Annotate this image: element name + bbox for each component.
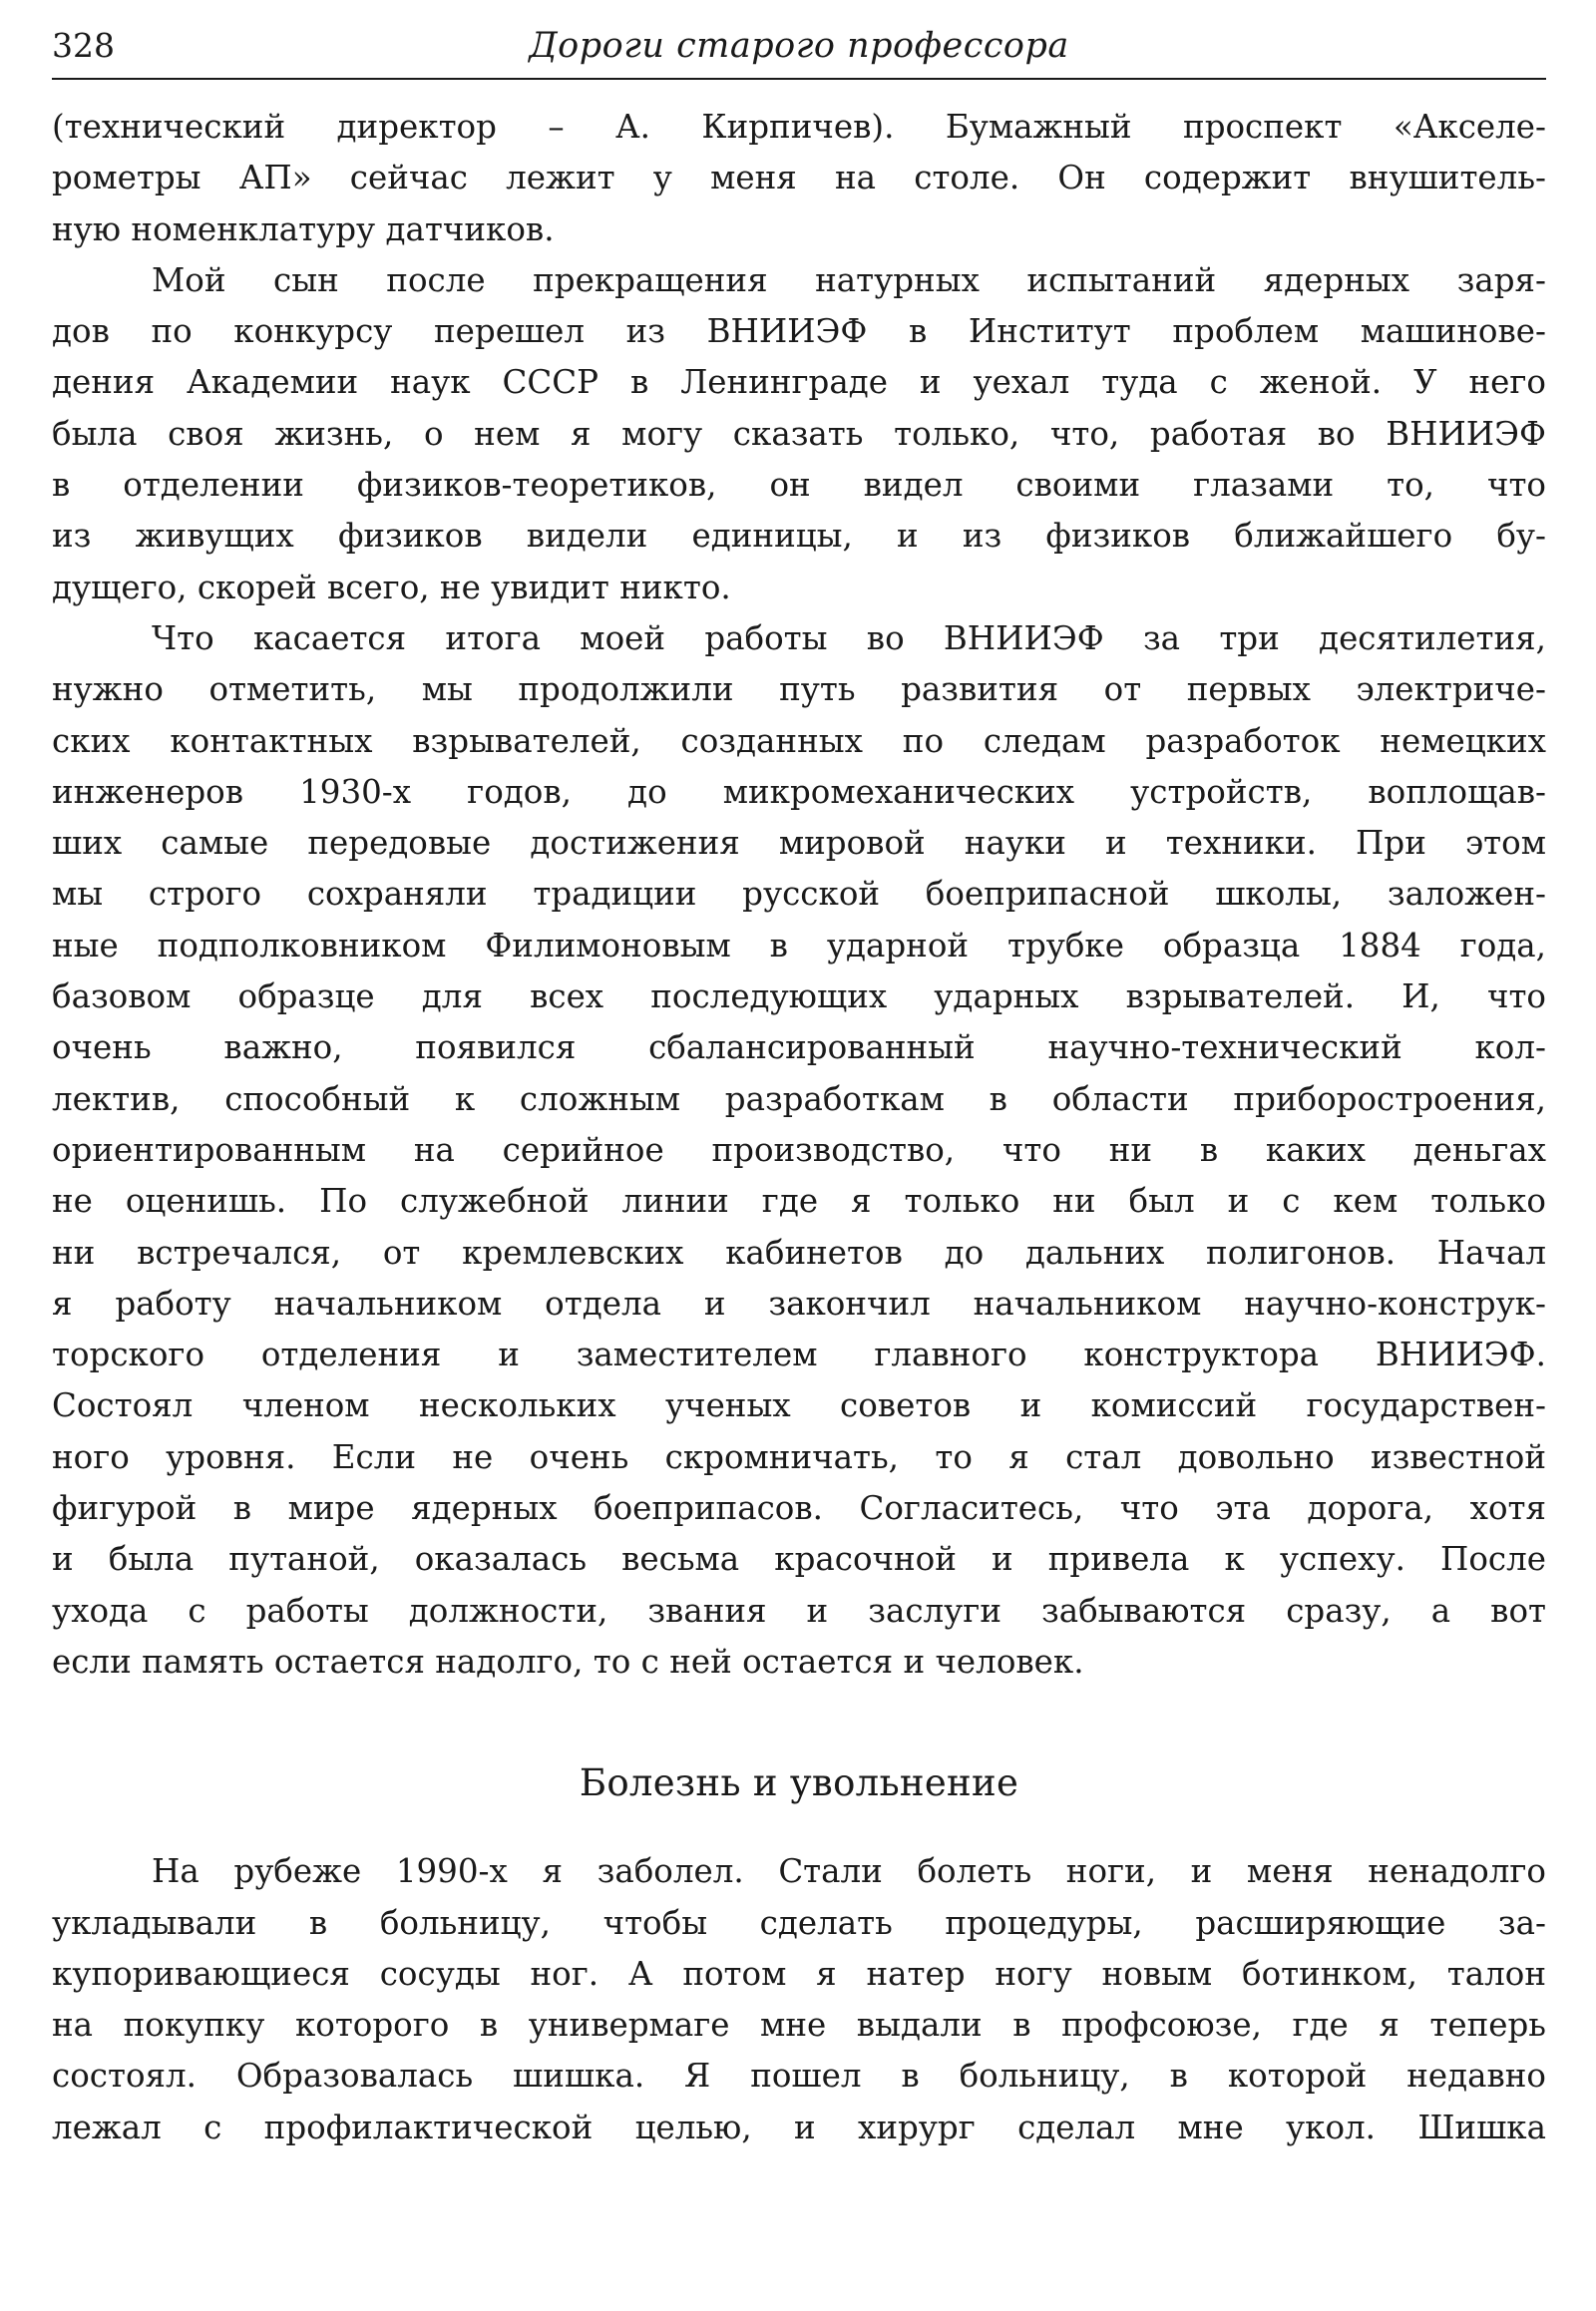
- section-line: укладывали в больницу, чтобы сделать процедуры, расширяющие за-: [52, 1903, 1546, 1942]
- paragraph-line: базовом образце для всех последующих ударных взрывателей. И, что: [52, 977, 1546, 1016]
- paragraph-line: не оценишь. По служебной линии где я только ни был и с кем только: [52, 1182, 1546, 1221]
- section-line: купоривающиеся сосуды ног. А потом я натер ногу новым ботинком, талон: [52, 1954, 1546, 1993]
- paragraph-line: дения Академии наук СССР в Ленинграде и уехал туда с женой. У него: [52, 363, 1546, 402]
- paragraph-line: дущего, скорей всего, не увидит никто.: [52, 568, 731, 606]
- section-text: [52, 1846, 1546, 2153]
- page-number: 328: [52, 26, 115, 65]
- paragraph-line: ного уровня. Если не очень скромничать, то я стал довольно известной: [52, 1437, 1546, 1476]
- paragraph-line: и была путаной, оказалась весьма красочной и привела к успеху. После: [52, 1540, 1546, 1579]
- book-page: [52, 22, 1546, 2153]
- paragraph-line: ухода с работы должности, звания и заслуги забываются сразу, а вот: [52, 1591, 1546, 1630]
- paragraph-line: Что касается итога моей работы во ВНИИЭФ за три десятилетия,: [152, 618, 1546, 657]
- paragraph-line: мы строго сохраняли традиции русской боеприпасной школы, заложен-: [52, 875, 1546, 914]
- paragraph-line: ную номенклатуру датчиков.: [52, 209, 555, 248]
- paragraph-line: (технический директор – А. Кирпичев). Бумажный проспект «Акселе-: [52, 108, 1546, 146]
- paragraph-line: ских контактных взрывателей, созданных по следам разработок немецких: [52, 721, 1546, 760]
- paragraph-line: ни встречался, от кремлевских кабинетов до дальних полигонов. Начал: [52, 1233, 1546, 1272]
- paragraph-line: Состоял членом нескольких ученых советов и комиссий государствен-: [52, 1386, 1546, 1425]
- paragraph-line: инженеров 1930-х годов, до микромеханических устройств, воплощав-: [52, 772, 1546, 811]
- paragraph-line: дов по конкурсу перешел из ВНИИЭФ в Институт проблем машинове-: [52, 312, 1546, 351]
- main-text: [52, 102, 1546, 1688]
- book-title: Дороги старого профессора: [529, 26, 1069, 66]
- running-header: [52, 22, 1546, 80]
- paragraph-line: фигурой в мире ядерных боеприпасов. Согласитесь, что эта дорога, хотя: [52, 1489, 1546, 1528]
- paragraph-line: из живущих физиков видели единицы, и из физиков ближайшего бу-: [52, 517, 1546, 556]
- paragraph-line: лектив, способный к сложным разработкам в области приборостроения,: [52, 1079, 1546, 1118]
- paragraph-line: ших самые передовые достижения мировой науки и техники. При этом: [52, 824, 1546, 863]
- section-heading: Болезнь и увольнение: [579, 1761, 1019, 1805]
- paragraph-line: если память остается надолго, то с ней остается и человек.: [52, 1642, 1084, 1681]
- section-line: на покупку которого в универмаге мне выдали в профсоюзе, где я теперь: [52, 2006, 1546, 2045]
- paragraph-line: я работу начальником отдела и закончил начальником научно-конструк-: [52, 1284, 1546, 1323]
- section-line: лежал с профилактической целью, и хирург сделал мне укол. Шишка: [52, 2108, 1546, 2146]
- paragraph-line: рометры АП» сейчас лежит у меня на столе. Он содержит внушитель-: [52, 159, 1546, 197]
- paragraph-line: Мой сын после прекращения натурных испытаний ядерных заря-: [152, 260, 1546, 299]
- paragraph-line: в отделении физиков-теоретиков, он видел своими глазами то, что: [52, 466, 1546, 505]
- paragraph-line: ориентированным на серийное производство, что ни в каких деньгах: [52, 1130, 1546, 1169]
- section-line: На рубеже 1990-х я заболел. Стали болеть ноги, и меня ненадолго: [152, 1852, 1546, 1891]
- paragraph-line: ные подполковником Филимоновым в ударной трубке образца 1884 года,: [52, 926, 1546, 964]
- paragraph-line: очень важно, появился сбалансированный научно-технический кол-: [52, 1028, 1546, 1067]
- section-line: состоял. Образовалась шишка. Я пошел в больницу, в которой недавно: [52, 2057, 1546, 2096]
- paragraph-line: была своя жизнь, о нем я могу сказать только, что, работая во ВНИИЭФ: [52, 414, 1546, 453]
- paragraph-line: нужно отметить, мы продолжили путь развития от первых электриче-: [52, 670, 1546, 709]
- paragraph-line: торского отделения и заместителем главного конструктора ВНИИЭФ.: [52, 1336, 1546, 1374]
